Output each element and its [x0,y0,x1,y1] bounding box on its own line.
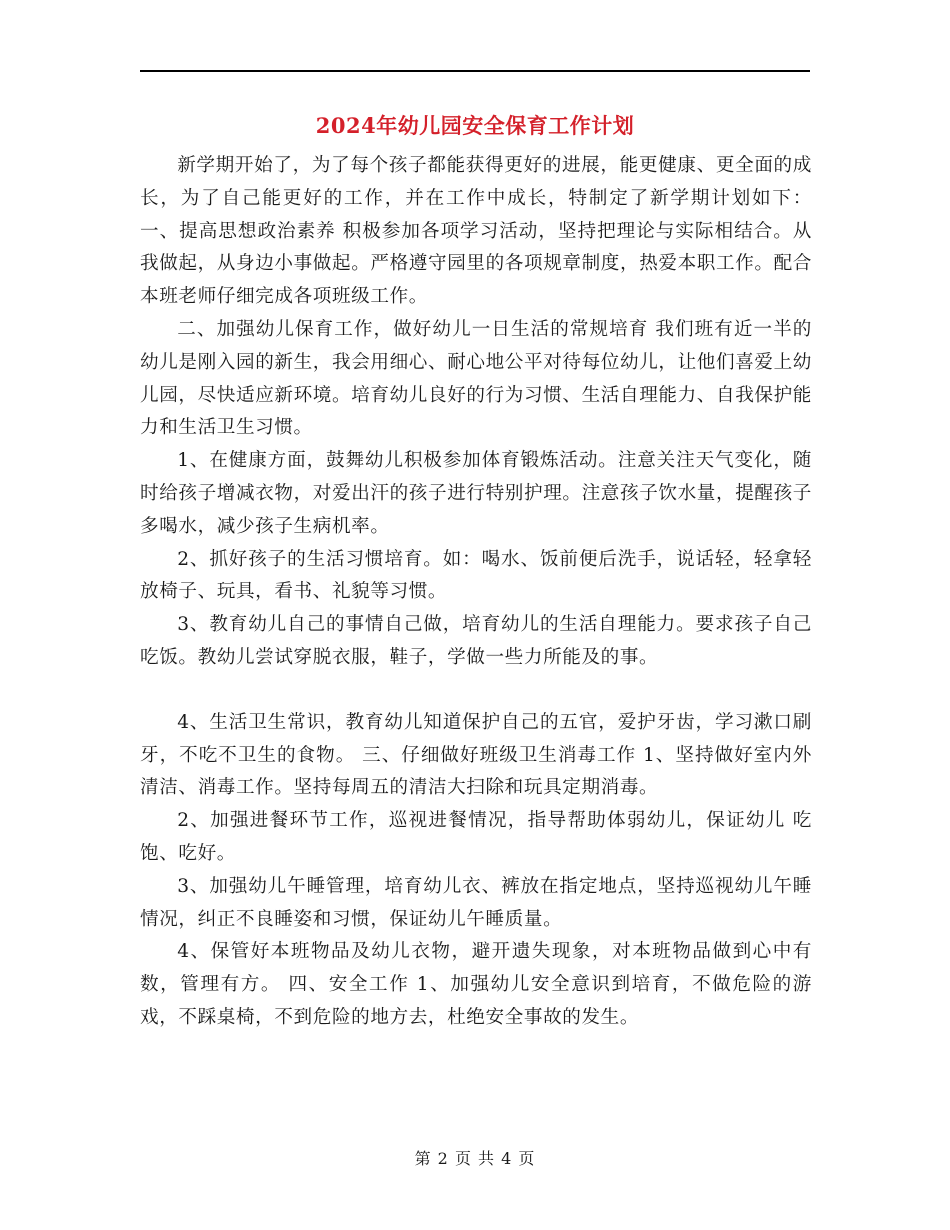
paragraph-nap: 3、加强幼儿午睡管理，培育幼儿衣、裤放在指定地点，坚持巡视幼儿午睡情况，纠正不良睡姿和习惯，保证幼儿午睡质量。 [140,875,812,930]
document-title: 2024年幼儿园安全保育工作计划 [315,113,635,138]
paragraph-meals: 2、加强进餐环节工作，巡视进餐情况，指导帮助体弱幼儿，保证幼儿 吃饱、吃好。 [140,810,812,864]
paragraph-item-1-health: 1、在健康方面，鼓舞幼儿积极参加体育锻炼活动。注意关注天气变化，随时给孩子增减衣物，对爱出汗的孩子进行特别护理。注意孩子饮水量，提醒孩子多喝水，减少孩子生病机率。 [140,450,812,537]
paragraph-intro: 新学期开始了，为了每个孩子都能获得更好的进展，能更健康、更全面的成长，为了自己能更好的工作，并在工作中成长，特制定了新学期计划如下： 一、提高思想政治素养 积极参加各项学习活动，坚持把理论与实际相结合。从我做起，从身边小事做起。严格遵守园里的各项规章制度，热爱本职工作。配合本班老师仔细完成各项班级工作。 [140,155,812,308]
paragraph-item-3-self-care: 3、教育幼儿自己的事情自己做，培育幼儿的生活自理能力。要求孩子自己吃饭。教幼儿尝试穿脱衣服，鞋子，学做一些力所能及的事。 [140,614,812,668]
page-number-footer: 第 2 页 共 4 页 [414,1149,536,1168]
header-rule [140,70,810,72]
paragraph-belongings-safety: 4、保管好本班物品及幼儿衣物，避开遗失现象，对本班物品做到心中有数，管理有方。 四、安全工作 1、加强幼儿安全意识到培育，不做危险的游戏，不踩桌椅，不到危险的地方去，杜绝安全事故的发生。 [140,941,812,1028]
paragraph-item-2-habits: 2、抓好孩子的生活习惯培育。如：喝水、饭前便后洗手，说话轻，轻拿轻放椅子、玩具，看书、礼貌等习惯。 [140,548,812,603]
paragraph-section-2: 二、加强幼儿保育工作，做好幼儿一日生活的常规培育 我们班有近一半的幼儿是刚入园的新生，我会用细心、耐心地公平对待每位幼儿，让他们喜爱上幼儿园，尽快适应新环境。培育幼儿良好的行为习惯、生活自理能力、自我保护能力和生活卫生习惯。 [140,318,812,439]
document-body [140,150,812,1035]
paragraph-item-4-hygiene: 4、生活卫生常识，教育幼儿知道保护自己的五官，爱护牙齿，学习漱口刷牙，不吃不卫生的食物。 三、仔细做好班级卫生消毒工作 1、坚持做好室内外清洁、消毒工作。坚持每周五的清洁大扫除和玩具定期消毒。 [140,711,812,799]
